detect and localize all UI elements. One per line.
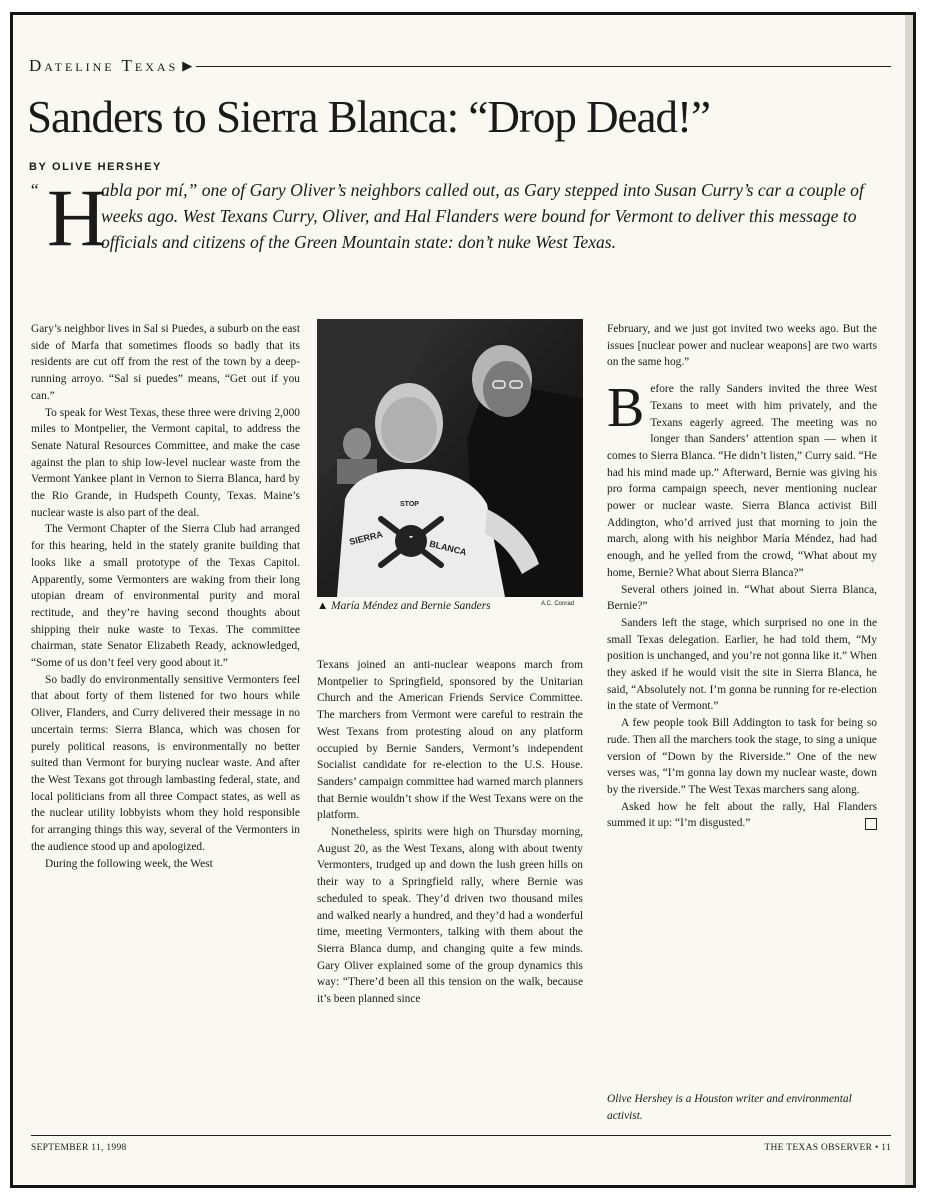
photo-caption: [317, 599, 527, 614]
shirt-text-right: BLANCA: [428, 538, 468, 558]
column-3: [607, 321, 877, 832]
col3-dropcap: B: [607, 377, 645, 440]
intro-open-quote: “: [29, 180, 40, 200]
col3-dropcap-text: efore the rally Sanders invited the three West Texans to meet with him privately, and the Texans eagerly agreed. The meeting was no longer than Sanders’ attention span — when it comes to Sierra Blanca. “He didn’t listen,” Curry said. “He had his mind made up.” Afterward, Bernie was giving his pro forma campaign speech, never mentioning nuclear power or nuclear waste. Sierra Blanca activist Bill Addington, who’d arrived just that morning to join the march, along with his neighbor María Méndez, had had enough, and he yelled from the crowd, “What about my home, Bernie? What about Sierra Blanca?”: [607, 383, 877, 579]
column-2: [317, 657, 583, 1008]
column-1: [31, 321, 300, 872]
col3-paragraph: A few people took Bill Addington to task for being so rude. Then all the marchers took the stage, to sing a unique version of “Down by the Riverside.” One of the new verses was, “I’m gonna lay down my nuclear waste, down by the riverside.” The West Texas marchers sang along.: [607, 717, 877, 796]
col3-paragraph: Sanders left the stage, which surprised no one in the small Texas delegation. Earlier, he had told them, “My position is unchanged, and you’re not gonna like it.” When they asked if he would visit the site in Sierra Blanca, he said, “Absolutely not. I’m gonna be running for re-election in the state of Vermont.”: [607, 616, 877, 713]
byline: BY OLIVE HERSHEY: [29, 161, 162, 173]
dateline-header: [29, 53, 891, 79]
author-bio: Olive Hershey is a Houston writer and environmental activist.: [607, 1093, 852, 1122]
col2-paragraph: Nonetheless, spirits were high on Thursday morning, August 20, as the West Texans, along with about twenty Vermonters, trudged up and down the lush green hills on their way to a Springfield rally, where Bernie was scheduled to speak. They’d driven two thousand miles and walked nearly a hundred, and they’d had a wonderful time, meeting Vermonters, talking with them about the Sierra Blanca dump, and changing quite a few minds. Gary Oliver explained some of the group dynamics this way: “There’d been all this tension on the walk, because it’s been planned since: [317, 826, 583, 1006]
intro-paragraph: [29, 172, 909, 263]
col3-paragraph-dropcap: [607, 377, 877, 581]
dateline-rule: [196, 66, 891, 67]
caption-text: María Méndez and Bernie Sanders: [331, 600, 491, 612]
col3-paragraph: Several others joined in. “What about Sierra Blanca, Bernie?”: [607, 583, 877, 613]
col3-last-text: Asked how he felt about the rally, Hal Flanders summed it up: “I’m disgusted.”: [607, 800, 877, 830]
intro-dropcap: H: [47, 172, 107, 263]
shirt-text-top: STOP: [400, 501, 419, 508]
col1-paragraph: During the following week, the West: [45, 857, 213, 870]
dateline-label: Dateline Texas: [29, 56, 179, 75]
caption-marker-icon: ▲: [317, 600, 329, 612]
col1-paragraph: Gary’s neighbor lives in Sal si Puedes, a suburb on the east side of Marfa that sometimes floods so badly that its residents are cut off from the rest of the town by a deep-running arroyo. “Sal si puedes” means, “Get out if you can.”: [31, 323, 300, 402]
footer-rule: [31, 1135, 891, 1136]
col2-paragraph: Texans joined an anti-nuclear weapons march from Montpelier to Springfield, sponsored by the Unitarian Church and the American Friends Service Committee. The marchers from Vermont were careful to restrain the West Texans from protesting aloud on any platform occupied by Bernie Sanders, Vermont’s independent Socialist candidate for re-election to the U.S. House. Sanders’ campaign committee had warned march planners that Bernie wouldn’t show if the West Texans were on the platform.: [317, 659, 583, 822]
magazine-page: [10, 12, 916, 1188]
footer-publication: THE TEXAS OBSERVER • 11: [764, 1143, 891, 1153]
col1-paragraph: To speak for West Texas, these three were driving 2,000 miles to Montpelier, the Vermont capital, to address the Senate Natural Resources Committee, and make the case against the plan to ship low-level nuclear waste from the Vermont Yankee plant in Vernon to Sierra Blanca, hard by the Rio Grande, in Hudspeth County, Texas. Maine’s nuclear waste is also part of the deal.: [31, 406, 300, 519]
photo-illustration: [317, 319, 583, 597]
article-photo: [317, 319, 583, 597]
intro-text: abla por mí,” one of Gary Oliver’s neighbors called out, as Gary stepped into Susan Curry’s car a couple of weeks ago. West Texans Curry, Oliver, and Hal Flanders were bound for Vermont to deliver this message to officials and citizens of the Green Mountain state: don’t nuke West Texas.: [101, 180, 864, 252]
shirt-text-left: SIERRA: [348, 529, 384, 547]
col3-paragraph-last: [607, 799, 877, 832]
col1-paragraph: The Vermont Chapter of the Sierra Club had arranged for this hearing, held in the stately granite building that looks like a small prototype of the Texas Capitol. Apparently, some Vermonters are waking from their long utopian dream of environmental purity and moral rectitude, and they’re having second thoughts about shipping their nuke waste to Texas. The committee chairman, state Senator Elizabeth Ready, acknowledged, “Some of us don’t feel very good about it.”: [31, 523, 300, 670]
dateline-arrow-icon: ▶: [182, 58, 193, 73]
col3-paragraph: February, and we just got invited two weeks ago. But the issues [nuclear power and nuclear weapons] are two warts on the same hog.”: [607, 323, 877, 369]
photo-credit: A.C. Conrad: [541, 601, 575, 607]
headline: Sanders to Sierra Blanca: “Drop Dead!”: [27, 92, 710, 142]
footer-date: SEPTEMBER 11, 1998: [31, 1143, 127, 1153]
end-mark-icon: [865, 818, 877, 830]
col1-paragraph: So badly do environmentally sensitive Vermonters feel that about forty of them listened for two hours while Oliver, Flanders, and Curry delivered their message in no uncertain terms: Sierra Blanca, which was chosen for purely political reasons, is environmentally no better suited than Vermont for burying nuclear waste. And after the West Texans got through lambasting federal, state, and local politicians from all three Compact states, as well as the nuclear utility lobbyists whom they hold responsible for arranging things this way, several of the Vermonters in the audience stood up and apologized.: [31, 673, 300, 853]
